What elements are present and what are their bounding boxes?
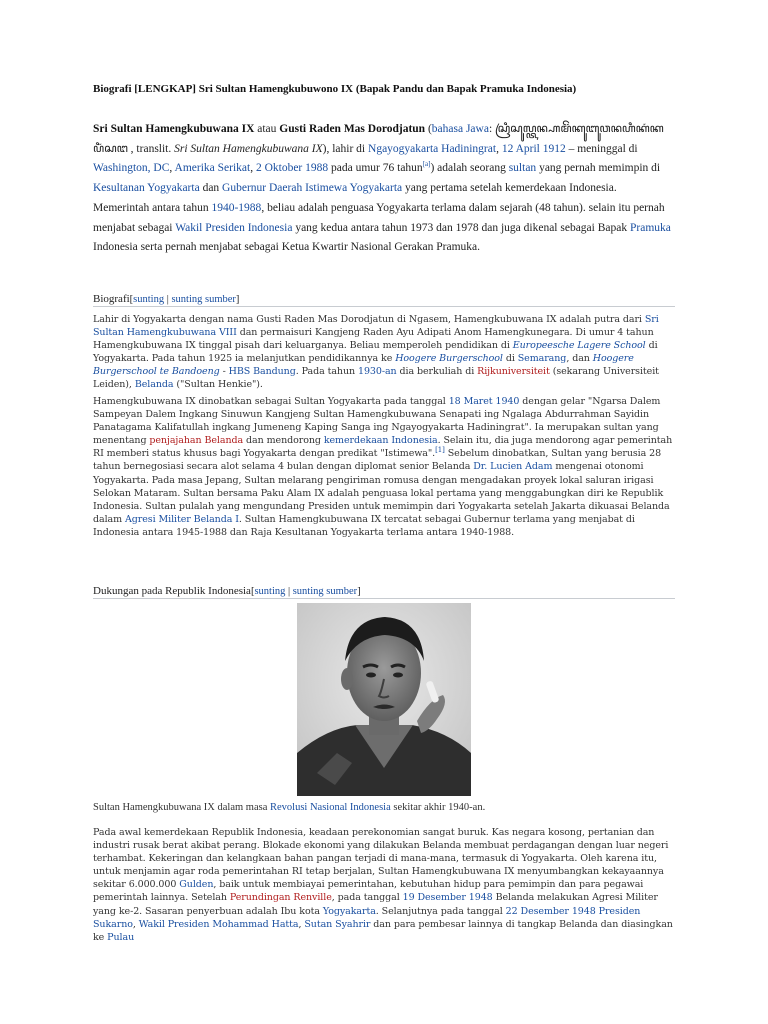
revolusi-link[interactable]: Revolusi Nasional Indonesia <box>270 802 391 813</box>
footnote-link[interactable]: [1] <box>435 446 445 455</box>
vice-president-link[interactable]: Wakil Presiden Indonesia <box>175 221 293 234</box>
text: , <box>496 142 502 155</box>
penjajahan-link[interactable]: penjajahan Belanda <box>149 435 244 447</box>
text: ( <box>425 123 432 135</box>
capture-date-link[interactable]: 22 Desember 1948 <box>505 905 596 917</box>
gulden-link[interactable]: Gulden <box>179 879 214 891</box>
subject-name: Sri Sultan Hamengkubuwana IX <box>93 123 255 135</box>
hbs-link[interactable]: Hoogere Burgerschool <box>395 353 503 365</box>
semarang-link[interactable]: Semarang <box>517 353 567 365</box>
text: , dan <box>566 353 593 365</box>
text: Sebelum dinobatkan, Sultan yang berusia 28 tahun bernegosiasi secara alot selama 4 bulan dengan diplomat senior Belanda <box>93 448 662 473</box>
text: . Selanjutnya pada tanggal <box>375 905 506 917</box>
pulau-link[interactable]: Pulau <box>107 931 135 943</box>
text: Belanda melakukan Agresi Militer yang ke-2. Sasaran penyerbuan adalah Ibu kota <box>93 892 658 917</box>
death-date-link[interactable]: 2 Oktober 1988 <box>255 162 329 175</box>
text: – meninggal di <box>565 142 638 155</box>
subject-birth-name: Gusti Raden Mas Dorodjatun <box>279 123 426 135</box>
text: atau <box>254 123 280 135</box>
text: dan <box>199 182 223 195</box>
biografi-paragraph-2 <box>93 395 678 539</box>
reign-years-link[interactable]: 1940-1988 <box>211 201 262 214</box>
lucien-adam-link[interactable]: Dr. Lucien Adam <box>473 461 553 473</box>
text: Hamengkubuwana IX dinobatkan sebagai Sultan Yogyakarta pada tanggal <box>93 396 449 407</box>
text: sekitar akhir 1940-an. <box>390 802 486 813</box>
text: (sekarang Universiteit Leiden), <box>93 366 659 391</box>
text: , pada tanggal <box>331 892 403 904</box>
text: , beliau adalah penguasa Yogyakarta terlama dalam sejarah (48 tahun). selain itu pernah menjabat sebagai <box>93 201 665 234</box>
kemerdekaan-link[interactable]: kemerdekaan Indonesia <box>323 435 438 447</box>
text: ) adalah seorang <box>430 162 509 175</box>
text: Sultan Hamengkubuwana IX dalam masa <box>93 802 270 813</box>
edit-link[interactable]: sunting <box>133 294 165 305</box>
text: , <box>250 162 256 175</box>
text: di Yogyakarta. Pada tahun 1925 ia melanjutkan pendidikannya ke <box>93 340 658 365</box>
text: . Pada tahun <box>295 366 358 378</box>
kesultanan-link[interactable]: Kesultanan Yogyakarta <box>93 182 200 195</box>
els-link[interactable]: Europeesche Lagere School <box>512 340 646 352</box>
death-city-link[interactable]: Washington, DC <box>93 162 170 175</box>
text: Indonesia serta pernah menjabat sebagai Ketua Kwartir Nasional Gerakan Pramuka. <box>93 241 481 254</box>
text: dengan gelar "Ngarsa Dalem Sampeyan Dalem Ingkang Sinuwun Kangjeng Sultan Hamengkubuwana Senapati ing Ngalaga Abdurrahman Sayidin Panatagama Kalifatullah ingkang Jumeneng Kaping Sanga ing Ngayogyakarta Hadiningrat". Ia merupakan sultan yang menentang <box>93 396 661 447</box>
portrait-photo[interactable] <box>297 603 471 796</box>
text: dan para pembesar lainnya di tangkap Belanda dan diasingkan ke <box>93 918 673 943</box>
text: Lahir di Yogyakarta dengan nama Gusti Raden Mas Dorodjatun di Ngasem, Hamengkubuwana IX adalah putra dari <box>93 314 645 325</box>
edit-source-link[interactable]: sunting sumber <box>292 586 358 597</box>
text: . Sultan Hamengkubuwana IX tercatat sebagai Gubernur terlama yang menjabat di Indonesia antara 1945-1988 dan Raja Kesultanan Yogyakarta terlama antara 1940-1988. <box>93 513 635 538</box>
hbs-bandung-link[interactable]: HBS Bandung <box>228 366 296 378</box>
bracket: ] <box>235 294 240 305</box>
hb8-link[interactable]: Sri Sultan Hamengkubuwana VIII <box>93 314 659 339</box>
section-title: Biografi <box>93 293 130 305</box>
rijkuniversiteit-link[interactable]: Rijkuniversiteit <box>477 366 550 378</box>
bracket: [ <box>250 586 255 597</box>
decade-link[interactable]: 1930-an <box>357 366 397 378</box>
section-heading-dukungan <box>93 585 675 599</box>
separator: | <box>285 586 293 597</box>
edit-links <box>251 586 361 597</box>
text: ), lahir di <box>322 142 369 155</box>
sultan-link[interactable]: sultan <box>508 162 537 175</box>
yogyakarta-link[interactable]: Yogyakarta <box>322 905 376 917</box>
text: dan permaisuri Kangjeng Raden Ayu Adipati Anom Hamengkunegara. Di umur 4 tahun Hamengkubuwana IX tinggal pisah dari keluarganya. Beliau memperoleh pendidikan di <box>93 327 654 352</box>
agresi-militer-link[interactable]: Agresi Militer Belanda I <box>125 513 239 525</box>
text: ("Sultan Henkie"). <box>173 379 263 391</box>
sukarno-link[interactable]: Presiden Sukarno <box>93 905 641 930</box>
text: pada umur 76 tahun <box>328 162 423 175</box>
section-heading-biografi <box>93 293 675 307</box>
birthdate-link[interactable]: 12 April 1912 <box>501 142 566 155</box>
text: , <box>169 162 175 175</box>
hatta-link[interactable]: Wakil Presiden Mohammad Hatta <box>138 918 299 930</box>
text: , <box>132 918 139 930</box>
text: . Selain itu, dia juga mendorong agar pemerintah RI memberi status khusus bagi Yogyakarta dengan predikat "Istimewa". <box>93 435 673 460</box>
dukungan-paragraph-1 <box>93 826 678 944</box>
syahrir-link[interactable]: Sutan Syahrir <box>304 918 371 930</box>
agresi-date-link[interactable]: 19 Desember 1948 <box>402 892 493 904</box>
separator: | <box>164 294 172 305</box>
birthplace-link[interactable]: Ngayogyakarta Hadiningrat <box>368 142 497 155</box>
text: , baik untuk membiayai pemerintahan, kebutuhan hidup para pemimpin dan para pegawai pemerintah lainnya. Setelah <box>93 879 644 904</box>
footnote-link[interactable]: [a] <box>422 160 431 169</box>
page-title: Biografi [LENGKAP] Sri Sultan Hamengkubuwono IX (Bapak Pandu dan Bapak Pramuka Indonesia) <box>93 83 577 95</box>
bracket: ] <box>357 586 361 597</box>
intro-paragraph <box>93 120 673 258</box>
text: di <box>502 353 518 365</box>
edit-link[interactable]: sunting <box>254 586 286 597</box>
photo-caption <box>93 802 678 813</box>
language-link[interactable]: bahasa Jawa <box>431 123 489 135</box>
renville-link[interactable]: Perundingan Renville <box>229 892 332 904</box>
text: : ꦱꦿꦶꦱꦸꦭ꧀ꦠꦤ꧀ꦲꦩꦼꦁꦏꦸꦧꦸꦮꦤꦲꦶꦏꦁꦏꦥꦶꦁꦱꦔ , translit. <box>93 123 664 155</box>
text: dan mendorong <box>243 435 324 447</box>
death-country-link[interactable]: Amerika Serikat <box>174 162 251 175</box>
edit-links <box>130 294 240 305</box>
text: yang pernah memimpin di <box>536 162 661 175</box>
bracket: [ <box>129 294 134 305</box>
belanda-link[interactable]: Belanda <box>134 379 174 391</box>
section-title: Dukungan pada Republik Indonesia <box>93 585 251 597</box>
pramuka-link[interactable]: Pramuka <box>629 221 671 234</box>
edit-source-link[interactable]: sunting sumber <box>171 294 236 305</box>
text: yang kedua antara tahun 1973 dan 1978 dan juga dikenal sebagai Bapak <box>292 221 630 234</box>
text: mengenai otonomi Yogyakarta. Pada masa Jepang, Sultan melarang pengiriman romusa dengan mengadakan proyek lokal saluran irigasi Selokan Mataram. Sultan bersama Paku Alam IX adalah penguasa lokal pertama yang menggabungkan diri ke Republik Indonesia. Sultan pulalah yang mengundang Presiden untuk memimpin dari Yogyakarta setelah Jakarta dikuasai Belanda dalam <box>93 461 670 525</box>
portrait-image <box>297 603 471 796</box>
translit-name: Sri Sultan Hamengkubuwana IX <box>174 142 323 155</box>
hbs-bandoeng-link[interactable]: Hoogere Burgerschool te Bandoeng <box>93 353 634 378</box>
text: yang pertama setelah kemerdekaan Indonesia. Memerintah antara tahun <box>93 182 617 214</box>
text: Pada awal kemerdekaan Republik Indonesia, keadaan perekonomian sangat buruk. Kas negara kosong, pertanian dan industri rusak berat akibat perang. Blokade ekonomi yang dilakukan Belanda membuat perdagangan dengan luar negeri terhambat. Kekeringan dan kelangkaan bahan pangan terjadi di mana-mana, termasuk di Yogyakarta. Oleh karena itu, untuk menjamin agar roda pemerintahan RI tetap berjalan, Sultan Hamengkubuwana IX menyumbangkan kekayaannya sekitar 6.000.000 <box>93 827 669 891</box>
gubernur-link[interactable]: Gubernur Daerah Istimewa Yogyakarta <box>222 182 403 195</box>
coronation-date-link[interactable]: 18 Maret 1940 <box>448 396 520 407</box>
biografi-paragraph-1 <box>93 313 678 392</box>
text: - <box>219 366 229 378</box>
text: dia berkuliah di <box>396 366 478 378</box>
text: , <box>298 918 305 930</box>
